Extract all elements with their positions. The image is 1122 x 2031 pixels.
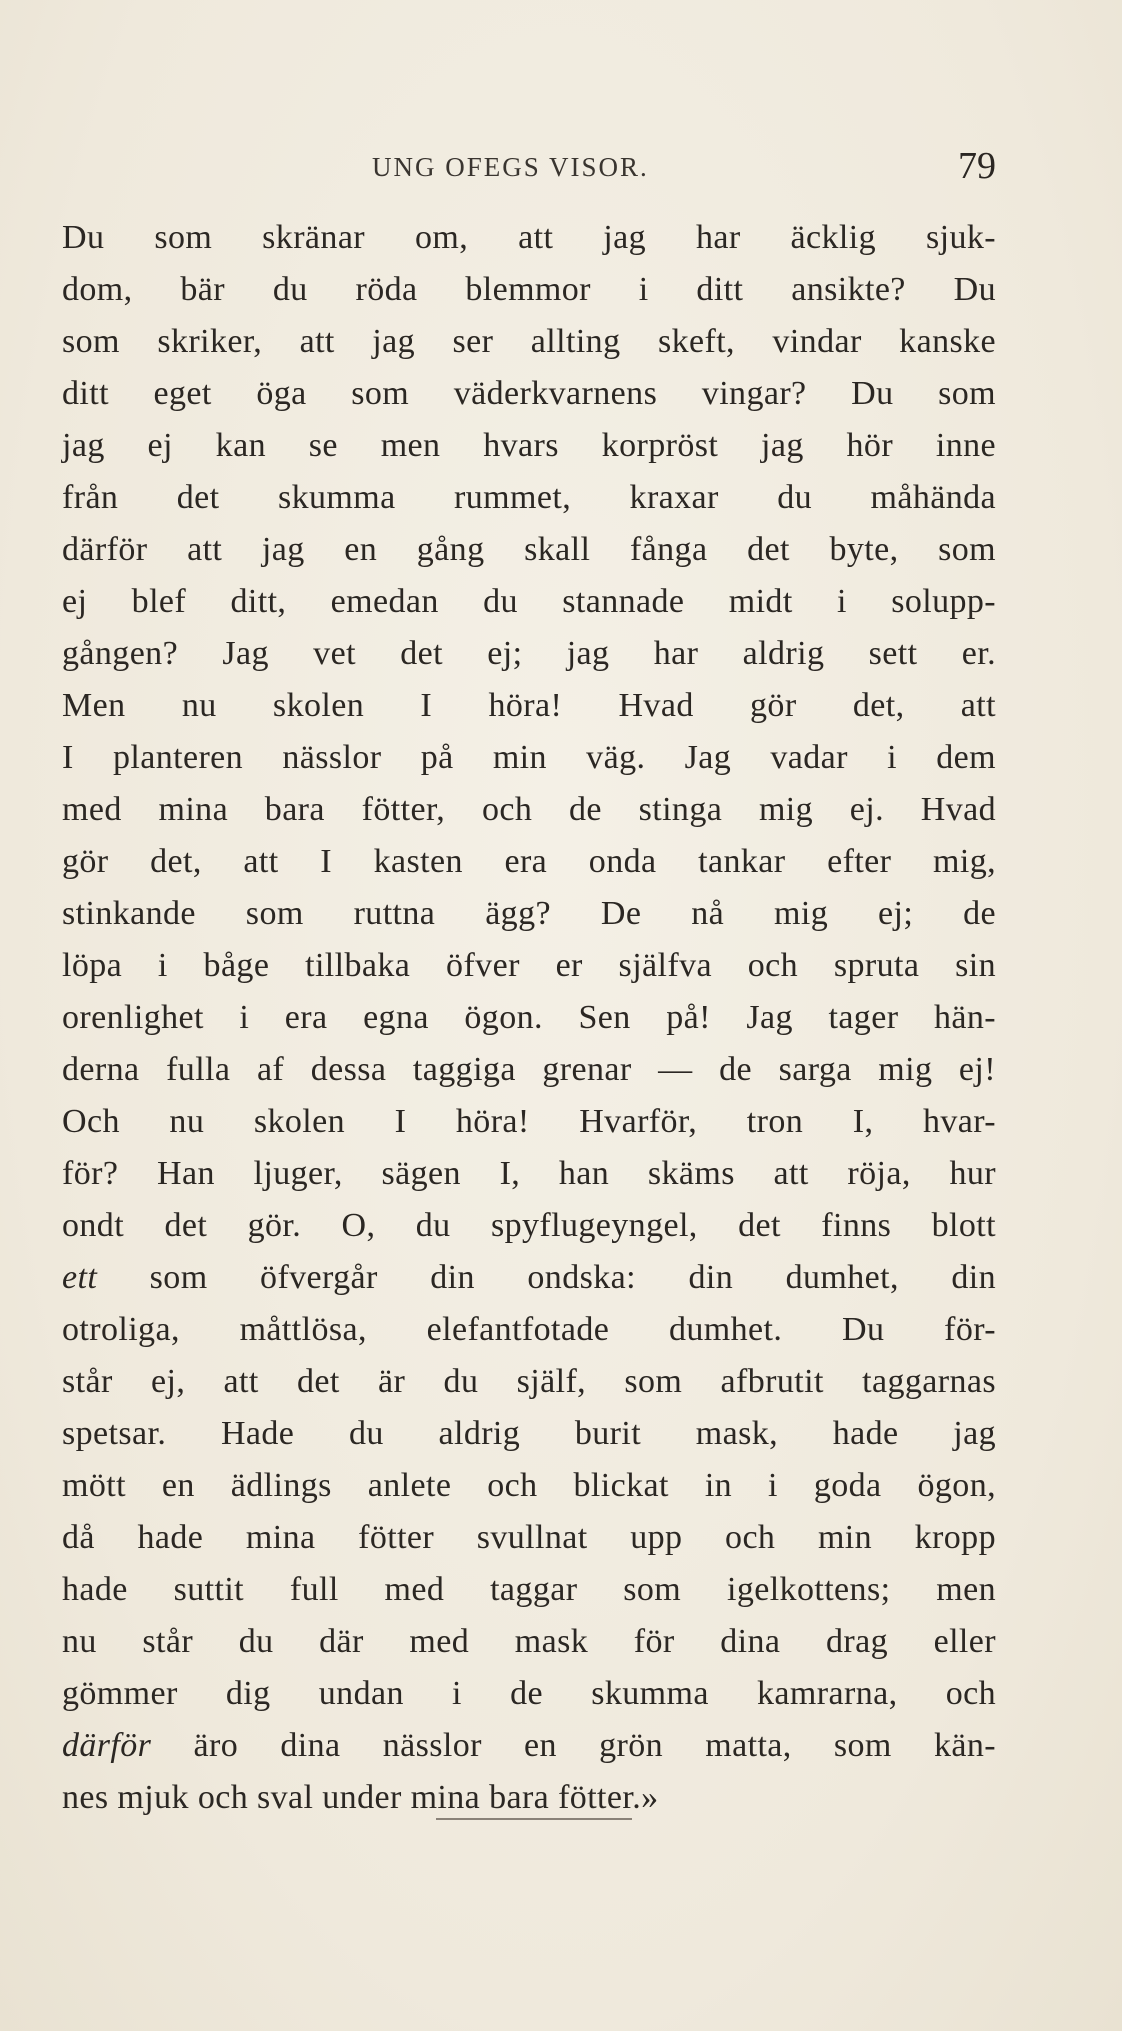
emphasized-word: därför: [62, 1727, 152, 1764]
text-line: [62, 1252, 996, 1304]
text-line: med mina bara fötter, och de stinga mig ej. Hvad: [62, 791, 996, 828]
emphasized-word: ett: [62, 1259, 98, 1296]
running-title: UNG OFEGS VISOR.: [372, 152, 649, 182]
text-line: ondt det gör. O, du spyflugeyngel, det finns blott: [62, 1207, 996, 1244]
text-line: ej blef ditt, emedan du stannade midt i solupp-: [62, 583, 996, 620]
text-line: gången? Jag vet det ej; jag har aldrig sett er.: [62, 635, 996, 672]
line-remainder: äro dina nässlor en grön matta, som kän-: [151, 1727, 996, 1764]
text-line: står ej, att det är du själf, som afbrutit taggarnas: [62, 1363, 996, 1400]
text-line: ditt eget öga som väderkvarnens vingar? Du som: [62, 375, 996, 412]
text-line: gör det, att I kasten era onda tankar efter mig,: [62, 843, 996, 880]
text-line: hade suttit full med taggar som igelkottens; men: [62, 1571, 996, 1608]
text-line: jag ej kan se men hvars korpröst jag hör inne: [62, 427, 996, 464]
section-divider: [436, 1818, 632, 1820]
text-line: då hade mina fötter svullnat upp och min kropp: [62, 1519, 996, 1556]
text-line: löpa i båge tillbaka öfver er själfva och spruta sin: [62, 947, 996, 984]
text-line: Men nu skolen I höra! Hvad gör det, att: [62, 687, 996, 724]
text-line: gömmer dig undan i de skumma kamrarna, och: [62, 1675, 996, 1712]
text-line: därför att jag en gång skall fånga det byte, som: [62, 531, 996, 568]
text-line: spetsar. Hade du aldrig burit mask, hade jag: [62, 1415, 996, 1452]
text-line: från det skumma rummet, kraxar du måhända: [62, 479, 996, 516]
text-line: för? Han ljuger, sägen I, han skäms att röja, hur: [62, 1155, 996, 1192]
text-line: derna fulla af dessa taggiga grenar — de sarga mig ej!: [62, 1051, 996, 1088]
text-line: dom, bär du röda blemmor i ditt ansikte? Du: [62, 271, 996, 308]
line-remainder: som öfvergår din ondska: din dumhet, din: [97, 1259, 996, 1296]
text-line: orenlighet i era egna ögon. Sen på! Jag tager hän-: [62, 999, 996, 1036]
text-line: Du som skränar om, att jag har äcklig sjuk-: [62, 219, 996, 256]
text-line: stinkande som ruttna ägg? De nå mig ej; de: [62, 895, 996, 932]
running-header: [62, 145, 996, 192]
text-line: otroliga, måttlösa, elefantfotade dumhet. Du för-: [62, 1311, 996, 1348]
text-line: Och nu skolen I höra! Hvarför, tron I, hvar-: [62, 1103, 996, 1140]
text-line: [62, 1720, 996, 1772]
page-number: 79: [958, 145, 996, 187]
text-line: nu står du där med mask för dina drag eller: [62, 1623, 996, 1660]
text-line: mött en ädlings anlete och blickat in i goda ögon,: [62, 1467, 996, 1504]
text-line: som skriker, att jag ser allting skeft, vindar kanske: [62, 323, 996, 360]
text-line-final: nes mjuk och sval under mina bara fötter.»: [62, 1779, 659, 1816]
text-line: I planteren nässlor på min väg. Jag vadar i dem: [62, 739, 996, 776]
body-text: [62, 212, 996, 1824]
